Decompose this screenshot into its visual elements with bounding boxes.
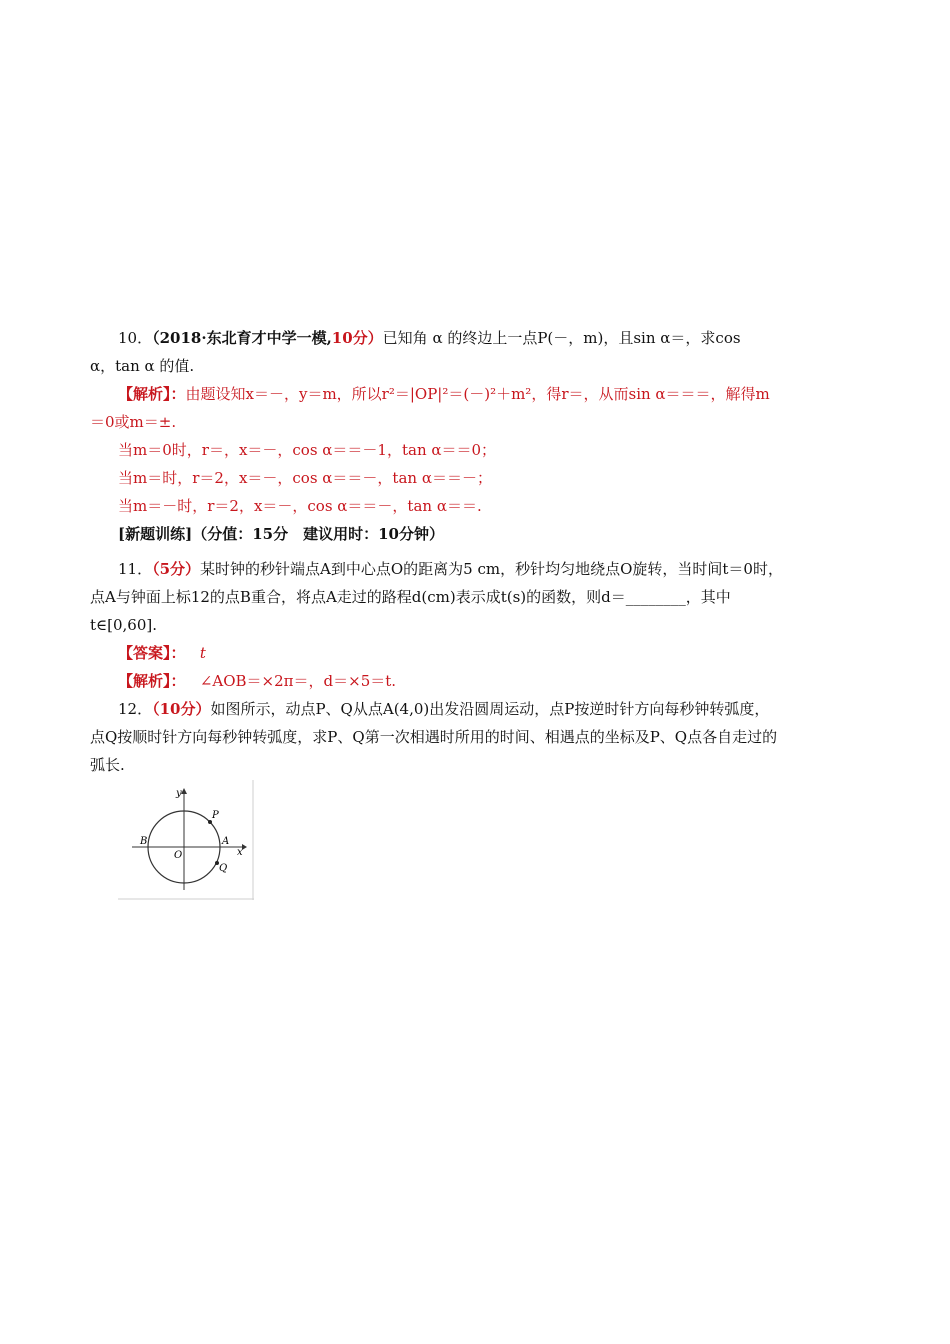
- q12-text1: 如图所示，动点P、Q从点A(4,0)出发沿圆周运动，点P按逆时针方向每秒钟转弧度，: [210, 700, 770, 718]
- q10-line1: [118, 324, 870, 352]
- q10-analysis-line1: [118, 380, 870, 408]
- q12-line2: 点Q按顺时针方向每秒钟转弧度，求P、Q第一次相遇时所用的时间、相遇点的坐标及P、Q点各自走过的: [90, 728, 778, 746]
- q10-analysis-text1: 由题设知x＝－，y＝m，所以r²＝|OP|²＝(－)²＋m²，得r＝，从而sin α＝＝＝，解得m: [185, 385, 770, 403]
- training-meta: （分值：15分 建议用时：10分钟）: [192, 525, 444, 543]
- label-q: Q: [219, 863, 228, 874]
- q11-answer-value: t: [199, 644, 206, 662]
- q11-answer: [118, 639, 870, 667]
- q11-text1: 某时钟的秒针端点A到中心点O的距离为5 cm，秒针均匀地绕点O旋转，当时间t＝0时，: [200, 560, 783, 578]
- label-x: x: [237, 847, 243, 858]
- q12-score: （10分）: [152, 700, 211, 718]
- training-title: [新题训练]: [118, 525, 193, 543]
- q11-analysis-label: 【解析】：: [118, 672, 186, 690]
- q10-analysis-label: 【解析】：: [118, 385, 186, 403]
- label-o: O: [174, 850, 183, 861]
- q10-score: 10分）: [331, 329, 383, 347]
- q11-line2: 点A与钟面上标12的点B重合，将点A走过的路程d(cm)表示成t(s)的函数，则d＝________，其中: [90, 588, 731, 606]
- x-axis-arrow: [242, 844, 247, 850]
- label-p: P: [212, 810, 219, 821]
- q11-answer-label: 【答案】：: [118, 644, 186, 662]
- q11-score: （5分）: [152, 560, 201, 578]
- circle-figure: [118, 780, 254, 900]
- q10-case3: 当m＝－时，r＝2，x＝－，cos α＝＝－，tan α＝＝.: [118, 497, 482, 515]
- label-y: y: [176, 788, 182, 799]
- training-header: [118, 520, 870, 548]
- q10-case2: 当m＝时，r＝2，x＝－，cos α＝＝－，tan α＝＝－；: [118, 469, 492, 487]
- q11-number: 11．: [118, 560, 153, 578]
- q11-line1: [118, 555, 870, 583]
- label-a: A: [222, 836, 230, 847]
- q11-analysis: [118, 667, 870, 695]
- q10-analysis-line2: ＝0或m＝±.: [90, 413, 177, 431]
- q11-analysis-text: ∠AOB＝×2π＝，d＝×5＝t.: [199, 672, 397, 690]
- q10-line2: α，tan α 的值.: [90, 357, 195, 375]
- y-axis-arrow: [181, 788, 187, 794]
- q12-number: 12．: [118, 700, 153, 718]
- q11-line3: t∈[0,60].: [90, 616, 158, 634]
- q10-text1: 已知角 α 的终边上一点P(－，m)，且sin α＝，求cos: [382, 329, 741, 347]
- label-b: B: [140, 836, 148, 847]
- q12-line3: 弧长.: [90, 756, 125, 774]
- q10-case1: 当m＝0时，r＝，x＝－，cos α＝＝－1，tan α＝＝0；: [118, 441, 497, 459]
- q10-source: （2018·东北育才中学一模,: [152, 329, 332, 347]
- q10-number: 10．: [118, 329, 153, 347]
- q12-line1: [118, 695, 870, 723]
